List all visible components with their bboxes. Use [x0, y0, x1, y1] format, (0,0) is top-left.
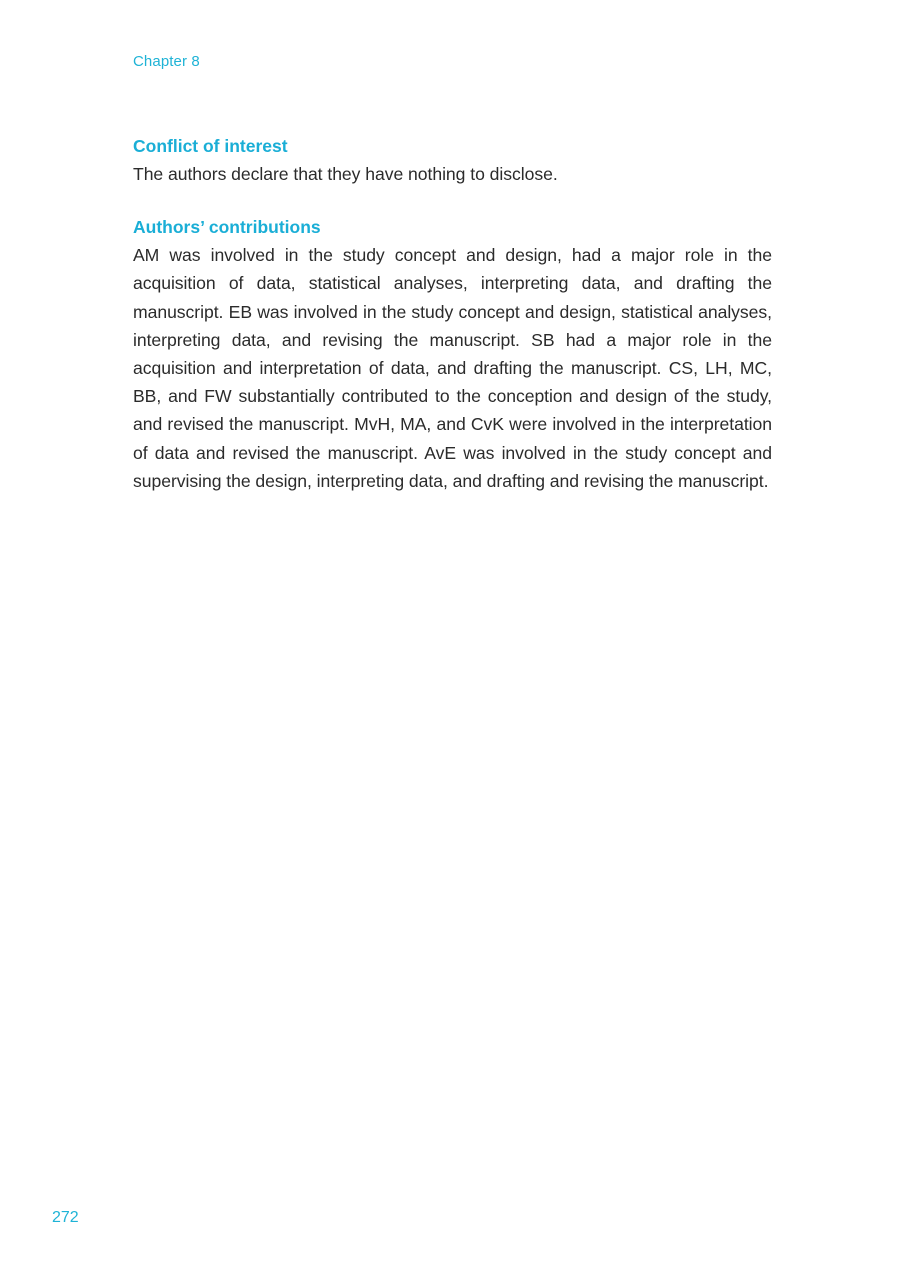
authors-contributions-heading: Authors’ contributions	[133, 217, 321, 238]
conflict-of-interest-section	[133, 134, 772, 188]
running-header-chapter: Chapter 8	[133, 53, 200, 70]
authors-contributions-section	[133, 215, 772, 495]
conflict-of-interest-text: The authors declare that they have nothing to disclose.	[133, 164, 558, 184]
page-number: 272	[52, 1209, 79, 1226]
authors-contributions-text: AM was involved in the study concept and design, had a major role in the acquisition of data, statistical analyses, interpreting data, and drafting the manuscript. EB was involved in the study concept and design, statistical analyses, interpreting data, and revising the manuscript. SB had a major role in the acquisition and interpretation of data, and drafting the manuscript. CS, LH, MC, BB, and FW substantially contributed to the conception and design of the study, and revised the manuscript. MvH, MA, and CvK were involved in the interpretation of data and revised the manuscript. AvE was involved in the study concept and supervising the design, interpreting data, and drafting and revising the manuscript.	[133, 245, 772, 491]
main-content	[133, 134, 772, 522]
conflict-of-interest-heading: Conflict of interest	[133, 136, 288, 156]
